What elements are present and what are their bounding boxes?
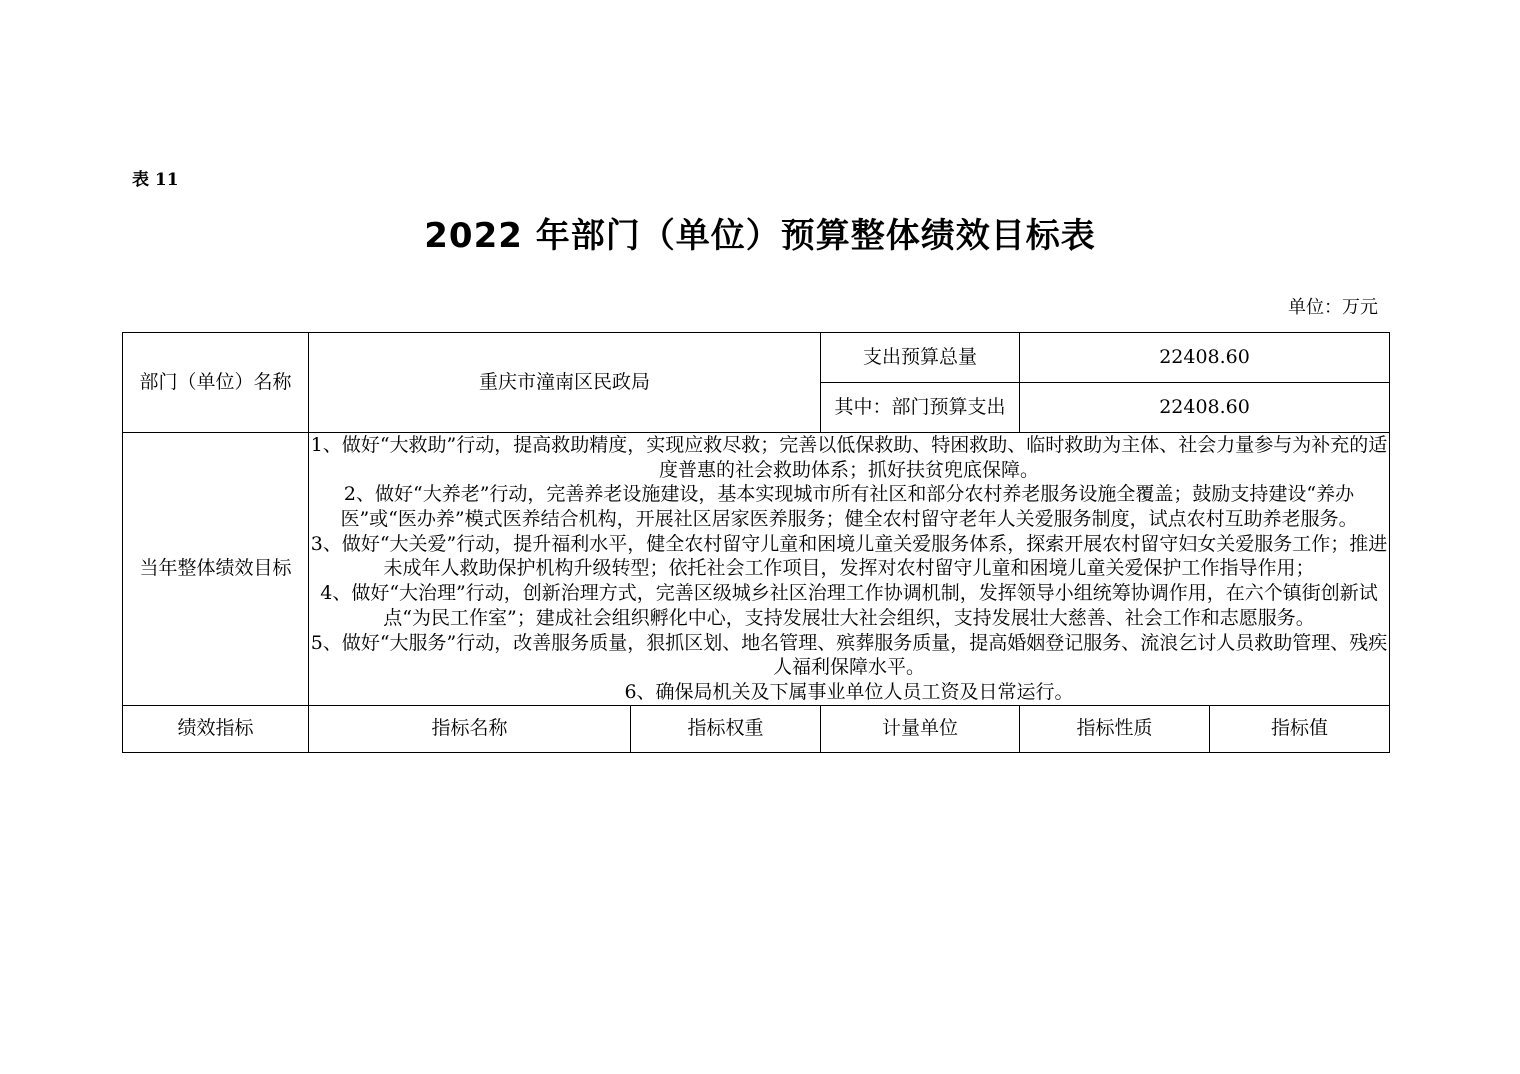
goal-item: 2、做好“大养老”行动，完善养老设施建设，基本实现城市所有社区和部分农村养老服务设施全覆盖；鼓励支持建设“养办医”或“医办养”模式医养结合机构，开展社区居家医养服务；健全农村留守老年人关爱服务制度，试点农村互助养老服务。 [340, 483, 1358, 531]
metric-name-header: 指标名称 [309, 705, 631, 752]
unit-note: 单位：万元 [1288, 297, 1378, 318]
performance-goal-table [122, 332, 1390, 753]
metric-nature-header: 指标性质 [1020, 705, 1210, 752]
annual-goal-label: 当年整体绩效目标 [123, 433, 309, 706]
goal-item: 1、做好“大救助”行动，提高救助精度，实现应救尽救；完善以低保救助、特困救助、临时救助为主体、社会力量参与为补充的适度普惠的社会救助体系；抓好扶贫兜底保障。 [310, 434, 1388, 481]
metrics-category-header: 绩效指标 [123, 705, 309, 752]
goal-item: 5、做好“大服务”行动，改善服务质量，狠抓区划、地名管理、殡葬服务质量，提高婚姻登记服务、流浪乞讨人员救助管理、残疾人福利保障水平。 [310, 631, 1388, 679]
dept-name-label: 部门（单位）名称 [123, 333, 309, 433]
goal-item: 3、做好“大关爱”行动，提升福利水平，健全农村留守儿童和困境儿童关爱服务体系，探索开展农村留守妇女关爱服务工作；推进未成年人救助保护机构升级转型；依托社会工作项目，发挥对农村留守儿童和困境儿童关爱保护工作指导作用； [310, 532, 1388, 580]
dept-budget-value: 22408.60 [1020, 383, 1390, 433]
table-header-row [123, 705, 1390, 752]
page-title: 2022 年部门（单位）预算整体绩效目标表 [424, 216, 1096, 256]
table-row [123, 433, 1390, 706]
metric-unit-header: 计量单位 [821, 705, 1020, 752]
dept-budget-label: 其中：部门预算支出 [821, 383, 1020, 433]
table-row [123, 333, 1390, 383]
annual-goal-text [309, 433, 1390, 706]
goal-item: 6、确保局机关及下属事业单位人员工资及日常运行。 [624, 680, 1074, 703]
dept-name-value: 重庆市潼南区民政局 [309, 333, 821, 433]
goal-item: 4、做好“大治理”行动，创新治理方式，完善区级城乡社区治理工作协调机制，发挥领导小组统筹协调作用，在六个镇街创新试点“为民工作室”；建成社会组织孵化中心，支持发展壮大社会组织，支持发展壮大慈善、社会工作和志愿服务。 [320, 582, 1378, 629]
total-budget-value: 22408.60 [1020, 333, 1390, 383]
table-number: 表 11 [132, 170, 179, 190]
total-budget-label: 支出预算总量 [821, 333, 1020, 383]
metric-weight-header: 指标权重 [631, 705, 821, 752]
metric-value-header: 指标值 [1210, 705, 1390, 752]
